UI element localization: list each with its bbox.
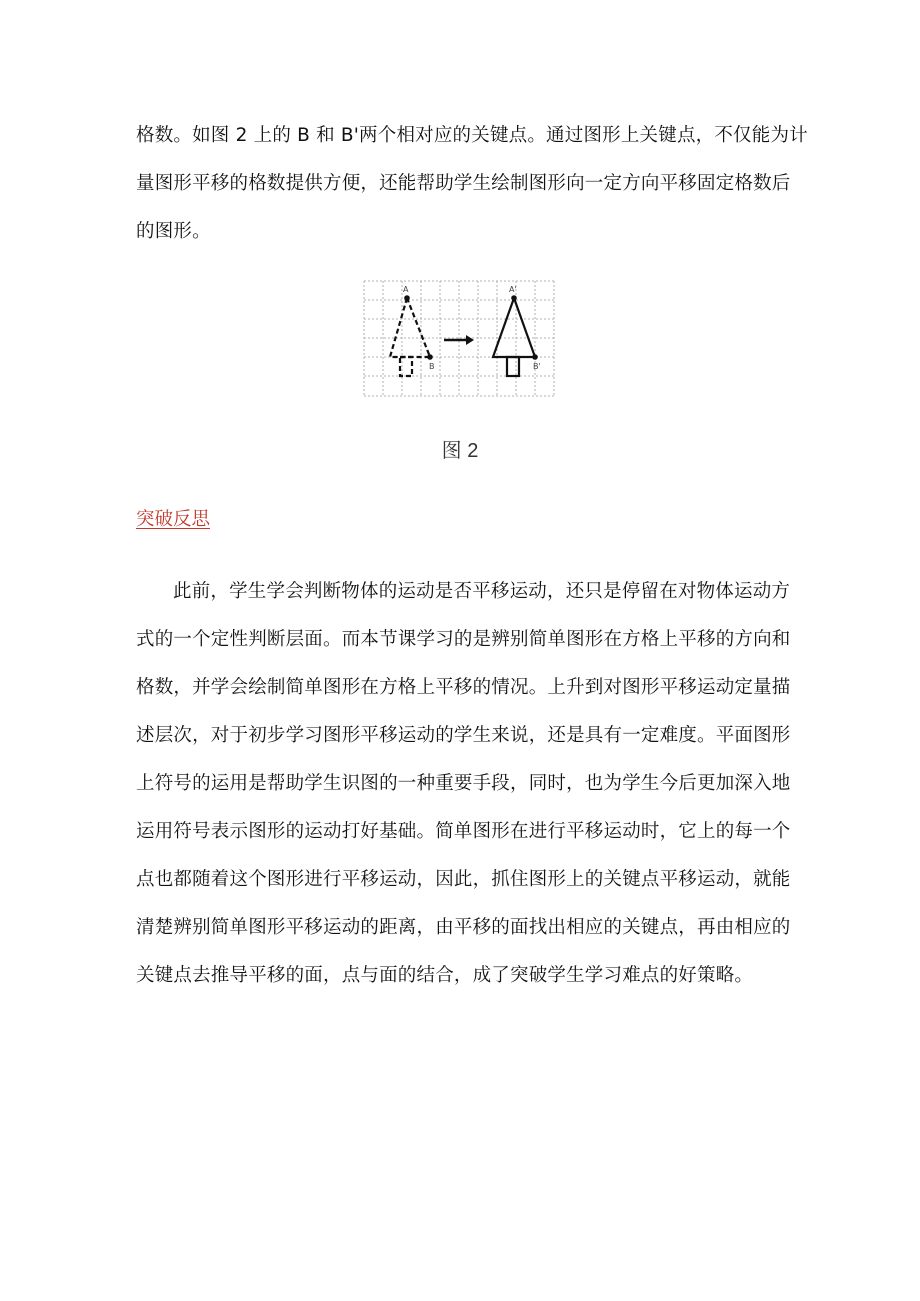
paragraph-bottom xyxy=(136,568,791,1000)
paragraph-line: 量图形平移的格数提供方便，还能帮助学生绘制图形向一定方向平移固定格数后 xyxy=(136,173,791,194)
original-tree-shape xyxy=(390,298,430,376)
label-a-prime: A' xyxy=(509,285,517,294)
point-b-prime xyxy=(532,354,538,360)
paragraph-line: 上符号的运用是帮助学生识图的一种重要手段，同时，也为学生今后更加深入地 xyxy=(136,773,791,794)
point-a xyxy=(404,295,410,301)
paragraph-line: 格数，并学会绘制简单图形在方格上平移的情况。上升到对图形平移运动定量描 xyxy=(136,677,791,698)
figure-caption: 图 2 xyxy=(441,440,479,462)
paragraph-line: 关键点去推导平移的面，点与面的结合，成了突破学生学习难点的好策略。 xyxy=(136,965,754,986)
paragraph-line: 的图形。 xyxy=(136,221,211,242)
paragraph-line: 述层次，对于初步学习图形平移运动的学生来说，还是具有一定难度。平面图形 xyxy=(136,725,791,746)
paragraph-line: 式的一个定性判断层面。而本节课学习的是辨别简单图形在方格上平移的方向和 xyxy=(136,629,791,650)
paragraph-line: 清楚辨别简单图形平移运动的距离，由平移的面找出相应的关键点，再由相应的 xyxy=(136,917,791,938)
point-b xyxy=(427,354,433,360)
paragraph-top xyxy=(136,112,808,256)
paragraph-line: 运用符号表示图形的运动打好基础。简单图形在进行平移运动时，它上的每一个 xyxy=(136,821,791,842)
grid-lines xyxy=(364,281,556,396)
paragraph-line: 点也都随着这个图形进行平移运动，因此，抓住图形上的关键点平移运动，就能 xyxy=(136,869,791,890)
label-b: B xyxy=(429,362,435,371)
label-a: A xyxy=(403,285,409,294)
section-heading: 突破反思 xyxy=(136,509,211,530)
translated-tree-shape xyxy=(493,298,535,376)
point-a-prime xyxy=(511,295,517,301)
translation-arrow xyxy=(444,335,474,345)
translation-figure xyxy=(362,278,558,400)
paragraph-line: 格数。如图 2 上的 B 和 B'两个相对应的关键点。通过图形上关键点，不仅能为计 xyxy=(136,125,808,146)
label-b-prime: B' xyxy=(533,362,541,371)
grid-diagram xyxy=(362,278,558,400)
paragraph-line: 此前，学生学会判断物体的运动是否平移运动，还只是停留在对物体运动方 xyxy=(173,581,791,602)
